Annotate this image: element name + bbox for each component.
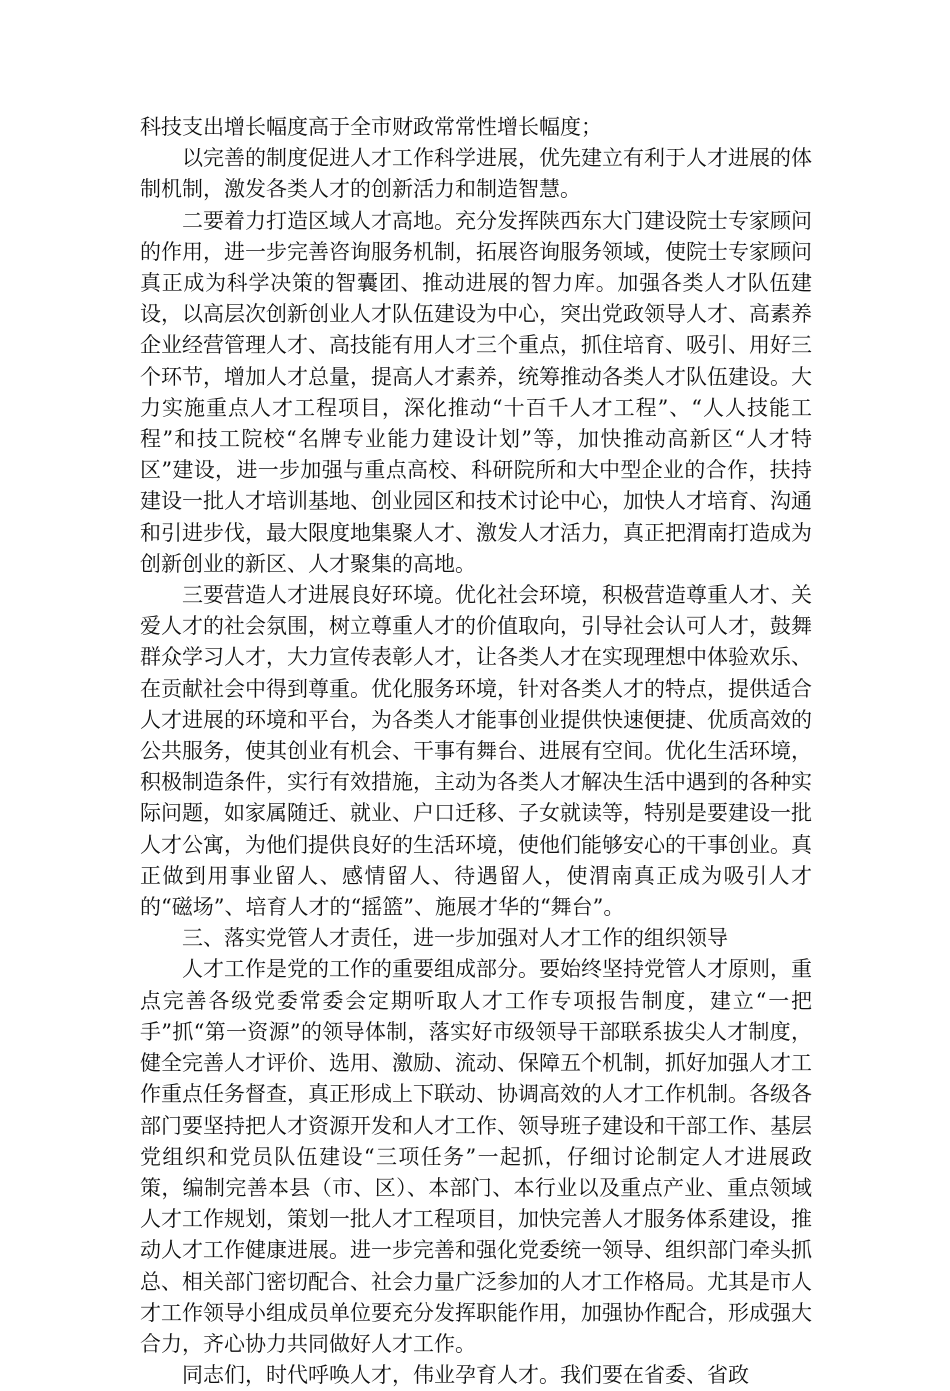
- paragraph-talent-highland: 二要着力打造区域人才高地。充分发挥陕西东大门建设院士专家顾问的作用，进一步完善咨询服务机制，拓展咨询服务领域，使院士专家顾问真正成为科学决策的智囊团、推动进展的智力库。加强各类人才队伍建设，以高层次创新创业人才队伍建设为中心，突出党政领导人才、高素养企业经营管理人才、高技能有用人才三个重点，抓住培育、吸引、用好三个环节，增加人才总量，提高人才素养，统筹推动各类人才队伍建设。大力实施重点人才工程项目，深化推动“十百千人才工程”、“人人技能工程”和技工院校“名牌专业能力建设计划”等，加快推动高新区“人才特区”建设，进一步加强与重点高校、科研院所和大中型企业的合作，扶持建设一批人才培训基地、创业园区和技术讨论中心，加快人才培育、沟通和引进步伐，最大限度地集聚人才、激发人才活力，真正把渭南打造成为创新创业的新区、人才聚集的高地。: [140, 208, 812, 576]
- paragraph-continuation: 科技支出增长幅度高于全市财政常常性增长幅度；: [140, 115, 602, 139]
- paragraph-system-mechanism: 以完善的制度促进人才工作科学进展，优先建立有利于人才进展的体制机制，激发各类人才的创新活力和制造智慧。: [140, 146, 812, 202]
- paragraph-talent-environment: 三要营造人才进展良好环境。优化社会环境，积极营造尊重人才、关爱人才的社会氛围，树立尊重人才的价值取向，引导社会认可人才，鼓舞群众学习人才，大力宣传表彰人才，让各类人才在实现理想中体验欢乐、在贡献社会中得到尊重。优化服务环境，针对各类人才的特点，提供适合人才进展的环境和平台，为各类人才能事创业提供快速便捷、优质高效的公共服务，使其创业有机会、干事有舞台、进展有空间。优化生活环境，积极制造条件，实行有效措施，主动为各类人才解决生活中遇到的各种实际问题，如家属随迁、就业、户口迁移、子女就读等，特别是要建设一批人才公寓，为他们提供良好的生活环境，使他们能够安心的干事创业。真正做到用事业留人、感情留人、待遇留人，使渭南真正成为吸引人才的“磁场”、培育人才的“摇篮”、施展才华的“舞台”。: [140, 583, 812, 920]
- section-heading-party-leadership: 三、落实党管人才责任，进一步加强对人才工作的组织领导: [182, 926, 728, 951]
- paragraph-closing: 同志们，时代呼唤人才，伟业孕育人才。我们要在省委、省政: [182, 1363, 749, 1388]
- document-page: [140, 112, 812, 1391]
- paragraph-party-leadership: 人才工作是党的工作的重要组成部分。要始终坚持党管人才原则，重点完善各级党委常委会定期听取人才工作专项报告制度，建立“一把手”抓“第一资源”的领导体制，落实好市级领导干部联系拔尖人才制度，健全完善人才评价、选用、激励、流动、保障五个机制，抓好加强人才工作重点任务督查，真正形成上下联动、协调高效的人才工作机制。各级各部门要坚持把人才资源开发和人才工作、领导班子建设和干部工作、基层党组织和党员队伍建设“三项任务”一起抓，仔细讨论制定人才进展政策，编制完善本县（市、区）、本部门、本行业以及重点产业、重点领域人才工作规划，策划一批人才工程项目，加快完善人才服务体系建设，推动人才工作健康进展。进一步完善和强化党委统一领导、组织部门牵头抓总、相关部门密切配合、社会力量广泛参加的人才工作格局。尤其是市人才工作领导小组成员单位要充分发挥职能作用，加强协作配合，形成强大合力，齐心协力共同做好人才工作。: [140, 957, 812, 1356]
